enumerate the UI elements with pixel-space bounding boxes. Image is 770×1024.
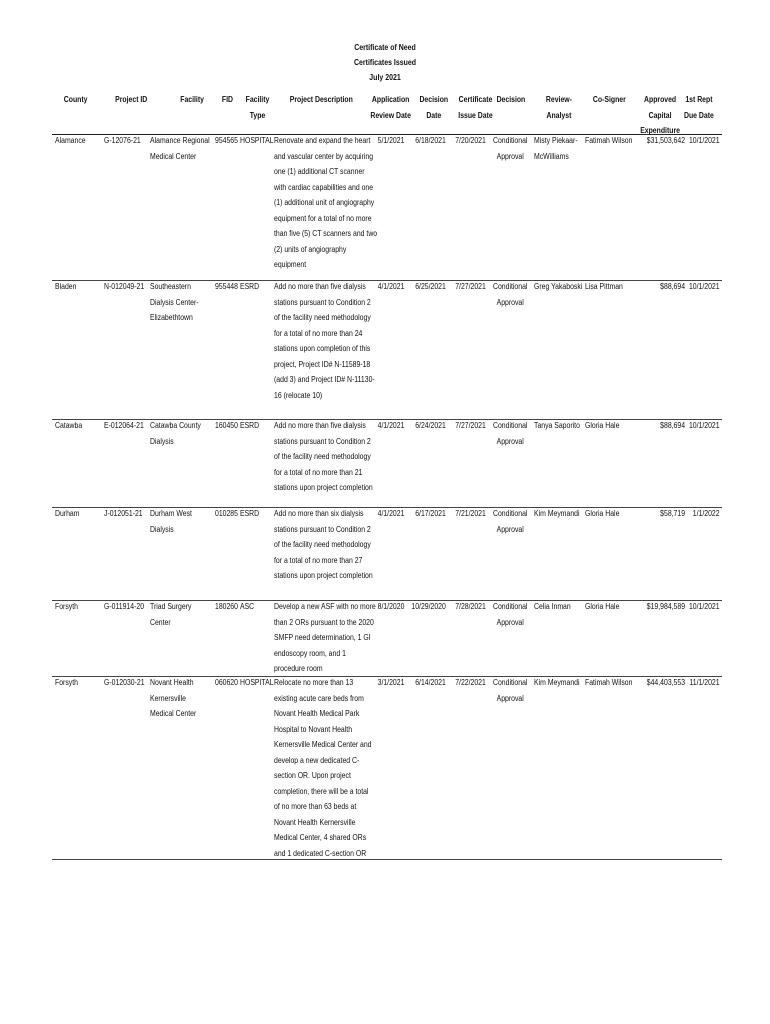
table-header — [52, 92, 722, 135]
county-cell: Catawba — [55, 421, 83, 430]
fid-cell: 160450 — [215, 421, 238, 430]
table-body — [52, 135, 722, 860]
facility-type-cell: ESRD — [240, 282, 260, 291]
title-line-2: Certificates Issued — [354, 57, 416, 67]
header-project-id: Project ID — [115, 95, 148, 104]
report-due-cell: 10/1/2021 — [688, 282, 720, 291]
application-date-cell: 4/1/2021 — [377, 509, 405, 518]
co-signer-cell: Fatimah Wilson — [585, 678, 633, 687]
header-decision: Decision — [496, 95, 526, 104]
table-row — [52, 135, 722, 281]
project-description-cell: Add no more than six dialysis stations pursuant to Condition 2 of the facility need methodology for a total of no more than 27 stations upon project completion — [274, 509, 373, 580]
table-row — [52, 601, 722, 677]
project-id-cell: N-012049-21 — [104, 282, 145, 291]
decision-date-cell: 6/18/2021 — [415, 136, 446, 145]
report-title — [69, 40, 700, 85]
facility-cell: Durham West Dialysis — [150, 509, 192, 534]
county-cell: Bladen — [55, 282, 77, 291]
review-analyst-cell: Kim Meymandi — [534, 509, 580, 518]
review-analyst-cell: Tanya Saporito — [534, 421, 580, 430]
fid-cell: 180260 — [215, 602, 238, 611]
facility-cell: Triad Surgery Center — [150, 602, 192, 627]
fid-cell: 954565 — [215, 136, 238, 145]
project-id-cell: E-012064-21 — [104, 421, 144, 430]
header-certificate-issue-date: Certificate Issue Date — [458, 95, 493, 120]
project-description-cell: Renovate and expand the heart and vascular center by acquiring one (1) additional CT scanner with cardiac capabilities and one (1) additional unit of angiography equipment for a total of no more than five (5) CT scanners and two (2) units of angiography equipment — [274, 136, 378, 269]
decision-cell: Conditional Approval — [493, 602, 528, 627]
capital-cell: $31,503,642 — [646, 136, 686, 145]
co-signer-cell: Lisa Pittman — [585, 282, 623, 291]
capital-cell: $88,694 — [660, 282, 686, 291]
facility-type-cell: HOSPITAL — [240, 136, 274, 145]
fid-cell: 060620 — [215, 678, 238, 687]
decision-cell: Conditional Approval — [493, 678, 528, 703]
capital-cell: $19,984,589 — [646, 602, 686, 611]
header-facility: Facility — [180, 95, 204, 104]
project-description-cell: Add no more than five dialysis stations pursuant to Condition 2 of the facility need methodology for a total of no more than 24 stations upon completion of this project, Project ID# N-11589-18 (add 3) and Project ID# N-11130- 16 (relocate 10) — [274, 282, 375, 400]
header-fid: FID — [221, 95, 234, 104]
co-signer-cell: Gloria Hale — [585, 421, 620, 430]
issue-date-cell: 7/20/2021 — [455, 136, 486, 145]
issue-date-cell: 7/22/2021 — [455, 678, 486, 687]
decision-date-cell: 6/24/2021 — [415, 421, 446, 430]
facility-type-cell: ASC — [240, 602, 255, 611]
county-cell: Durham — [55, 509, 80, 518]
table-row — [52, 420, 722, 508]
facility-type-cell: ESRD — [240, 421, 260, 430]
project-id-cell: G-12076-21 — [104, 136, 141, 145]
co-signer-cell: Gloria Hale — [585, 602, 620, 611]
issue-date-cell: 7/27/2021 — [455, 282, 486, 291]
capital-cell: $58,719 — [660, 509, 686, 518]
co-signer-cell: Gloria Hale — [585, 509, 620, 518]
facility-cell: Alamance Regional Medical Center — [150, 136, 210, 161]
decision-date-cell: 6/25/2021 — [415, 282, 446, 291]
review-analyst-cell: Celia Inman — [534, 602, 571, 611]
report-due-cell: 10/1/2021 — [688, 602, 720, 611]
facility-cell: Novant Health Kernersville Medical Center — [150, 678, 197, 718]
project-description-cell: Relocate no more than 13 existing acute care beds from Novant Health Medical Park Hospital to Novant Health Kernersville Medical Center and develop a new dedicated C- section OR. Upon project completion, there will be a total of no more than 63 beds at Novant Health Kernersville Medical Center, 4 shared ORs and 1 dedicated C-section OR — [274, 678, 372, 858]
header-co-signer: Co-Signer — [592, 95, 626, 104]
facility-type-cell: HOSPITAL — [240, 678, 274, 687]
fid-cell: 010285 — [215, 509, 238, 518]
report-due-cell: 10/1/2021 — [688, 421, 720, 430]
application-date-cell: 5/1/2021 — [377, 136, 405, 145]
facility-cell: Southeastern Dialysis Center- Elizabethtown — [150, 282, 199, 322]
decision-date-cell: 6/17/2021 — [415, 509, 446, 518]
report-due-cell: 11/1/2021 — [689, 678, 720, 687]
certificates-table — [52, 92, 722, 860]
header-project-description: Project Description — [289, 95, 353, 104]
fid-cell: 955448 — [215, 282, 238, 291]
table-row — [52, 281, 722, 420]
table-row — [52, 677, 722, 860]
application-date-cell: 8/1/2020 — [377, 602, 405, 611]
review-analyst-cell: Greg Yakaboski — [534, 282, 583, 291]
project-id-cell: J-012051-21 — [104, 509, 143, 518]
header-county: County — [63, 95, 88, 104]
project-id-cell: G-012030-21 — [104, 678, 145, 687]
facility-type-cell: ESRD — [240, 509, 260, 518]
decision-cell: Conditional Approval — [493, 136, 528, 161]
decision-cell: Conditional Approval — [493, 282, 528, 307]
application-date-cell: 4/1/2021 — [377, 282, 405, 291]
title-line-3: July 2021 — [369, 72, 401, 82]
co-signer-cell: Fatimah Wilson — [585, 136, 633, 145]
header-decision-date: Decision Date — [419, 95, 449, 120]
title-line-1: Certificate of Need — [354, 42, 416, 52]
county-cell: Alamance — [55, 136, 86, 145]
issue-date-cell: 7/27/2021 — [455, 421, 486, 430]
county-cell: Forsyth — [55, 678, 78, 687]
project-description-cell: Add no more than five dialysis stations pursuant to Condition 2 of the facility need methodology for a total of no more than 21 stations upon project completion — [274, 421, 373, 492]
project-id-cell: G-011914-20 — [104, 602, 145, 611]
decision-cell: Conditional Approval — [493, 421, 528, 446]
capital-cell: $44,403,553 — [646, 678, 686, 687]
header-approved-capital-expenditure: Approved Capital Expenditure — [640, 95, 680, 135]
application-date-cell: 3/1/2021 — [377, 678, 405, 687]
decision-date-cell: 10/29/2020 — [411, 602, 446, 611]
header-facility-type: Facility Type — [245, 95, 270, 120]
capital-cell: $88,694 — [660, 421, 686, 430]
table-row — [52, 508, 722, 601]
header-application-review-date: Application Review Date — [370, 95, 411, 120]
report-due-cell: 1/1/2022 — [692, 509, 720, 518]
project-description-cell: Develop a new ASF with no more than 2 ORs pursuant to the 2020 SMFP need determination, 1 GI endoscopy room, and 1 procedure room — [274, 602, 376, 673]
issue-date-cell: 7/21/2021 — [455, 509, 486, 518]
header-first-report-due-date: 1st Rept Due Date — [684, 95, 714, 120]
application-date-cell: 4/1/2021 — [377, 421, 405, 430]
decision-cell: Conditional Approval — [493, 509, 528, 534]
issue-date-cell: 7/28/2021 — [455, 602, 486, 611]
report-due-cell: 10/1/2021 — [688, 136, 720, 145]
header-review-analyst: Review-Analyst — [545, 95, 572, 120]
review-analyst-cell: Misty Piekaar- McWilliams — [534, 136, 578, 161]
decision-date-cell: 6/14/2021 — [415, 678, 446, 687]
facility-cell: Catawba County Dialysis — [150, 421, 201, 446]
review-analyst-cell: Kim Meymandi — [534, 678, 580, 687]
county-cell: Forsyth — [55, 602, 78, 611]
